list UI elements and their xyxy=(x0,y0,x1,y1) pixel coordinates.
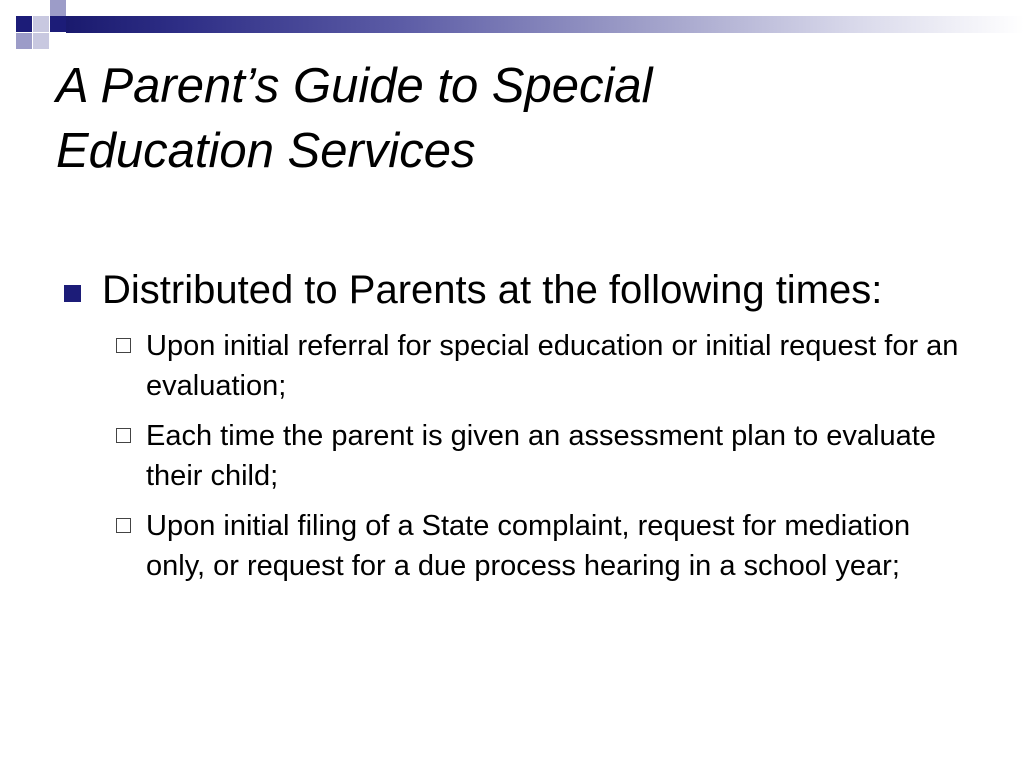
decorative-square xyxy=(50,0,66,16)
square-bullet-icon xyxy=(64,285,81,302)
decorative-square xyxy=(16,16,32,32)
list-item xyxy=(60,506,960,586)
main-bullet xyxy=(60,264,960,316)
slide-title xyxy=(56,54,956,184)
sub-bullet-list xyxy=(60,326,960,586)
decorative-square xyxy=(33,16,49,32)
list-item xyxy=(60,416,960,496)
hollow-square-bullet-icon xyxy=(116,518,131,533)
slide-title-line: Education Services xyxy=(56,124,476,178)
decorative-square xyxy=(16,33,32,49)
header-gradient-bar xyxy=(66,16,1024,33)
main-bullet-text: Distributed to Parents at the following times: xyxy=(102,268,883,312)
decorative-square xyxy=(50,16,66,32)
hollow-square-bullet-icon xyxy=(116,428,131,443)
slide-body xyxy=(60,264,960,596)
sub-bullet-text: Upon initial referral for special education or initial request for an evaluation; xyxy=(146,330,959,402)
sub-bullet-text: Each time the parent is given an assessment plan to evaluate their child; xyxy=(146,420,936,492)
hollow-square-bullet-icon xyxy=(116,338,131,353)
list-item xyxy=(60,326,960,406)
header-decoration xyxy=(0,0,1024,48)
decorative-square xyxy=(33,33,49,49)
slide-title-line: A Parent’s Guide to Special xyxy=(56,59,653,113)
sub-bullet-text: Upon initial filing of a State complaint, request for mediation only, or request for a due process hearing in a school year; xyxy=(146,510,911,582)
